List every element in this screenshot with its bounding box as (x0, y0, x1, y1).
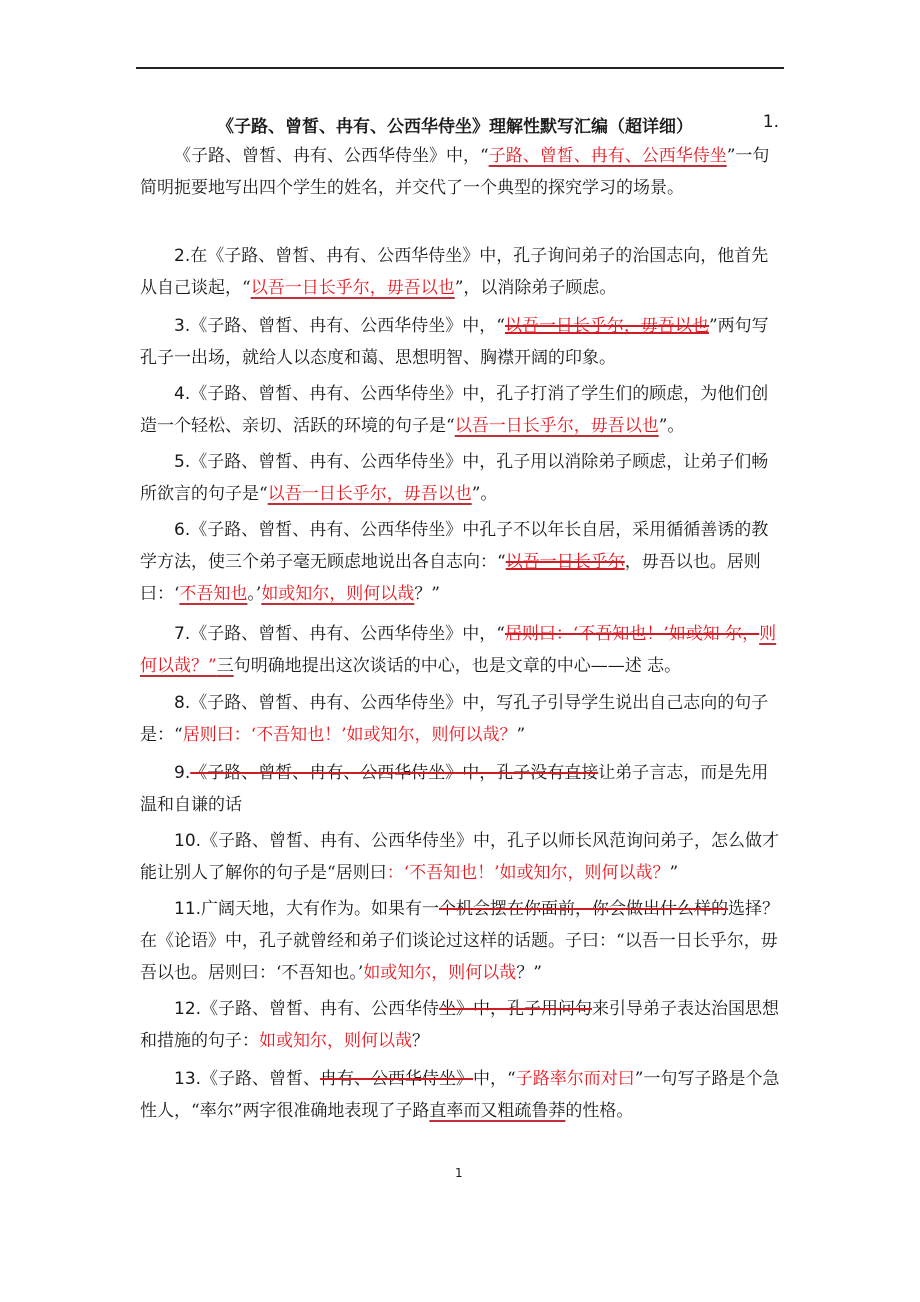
item-4 (140, 378, 785, 442)
body-text: 。’ (247, 584, 262, 604)
body-text: ，毋吾以也。居则曰：‘ (140, 552, 761, 604)
body-text: 中，“ (473, 1069, 516, 1089)
body-text: 《子路、曾皙、冉有、公西华侍坐》中，“ (190, 624, 505, 644)
body-text: 直率而又粗疏鲁莽 (429, 1101, 566, 1121)
body-text: 《子路、曾皙、冉有、公西华侍坐》中，孔子以师长风范询问弟子，怎么做才能让别人了解你的句子是“居则曰 (140, 831, 780, 883)
body-text: ”一句写子路是个急性人，“率尔”两字很准确地表现了子路 (140, 1069, 780, 1121)
body-text: 《子路、曾皙、冉有、公西华侍坐》中，孔子打消了学生们的顾虑，为他们创造一个轻松、亲切、活跃的环境的句子是“ (140, 384, 769, 436)
answer-text: 如或知尔，则何以哉 (363, 963, 517, 983)
body-text: 来引导弟子表达治国思想和措施的句子： (140, 999, 780, 1051)
item-6 (140, 514, 785, 610)
item-number: 4. (174, 384, 191, 404)
answer-text: 以吾一日长乎尔，毋吾以也 (267, 484, 472, 504)
item-number: 6. (174, 520, 191, 540)
header-rule (136, 67, 784, 69)
answer-text: 如或知尔，则何以哉 (261, 584, 415, 604)
body-text: 《子路、曾皙、冉有、公西华侍坐》中孔子不以年长自居，采用循循善诱的教学方法，使三个弟子毫无顾虑地说出各自志向：“ (140, 520, 769, 572)
body-text: ？ (412, 1031, 429, 1051)
answer-text: 以吾一日长乎尔，毋吾以也 (454, 416, 659, 436)
body-text: ”两句写孔子一出场，就给人以态度和蔼、思想明智、胸襟开阔的印象。 (140, 316, 769, 368)
item-12 (140, 993, 785, 1057)
item-2 (140, 240, 785, 304)
item-13 (140, 1063, 785, 1127)
item-1 (140, 140, 785, 204)
body-text: ” (669, 863, 679, 883)
body-text: 让弟子言志，而是先用温和自谦的话 (140, 763, 769, 815)
body-text: 三 (216, 656, 234, 676)
body-text: 广阔天地，大有作为。如果有一 (201, 899, 440, 919)
body-text: 《子路、曾皙、冉有、公西华侍坐》中，“ (174, 146, 489, 166)
item-7 (140, 618, 785, 682)
body-text: ”。 (658, 416, 685, 436)
body-text: ？” (516, 963, 543, 983)
item-number: 2. (174, 246, 191, 266)
answer-text: 子路、曾皙、冉有、公西华侍坐 (488, 146, 727, 166)
answer-text: 以吾一日长乎尔，毋吾以也 (504, 316, 709, 336)
body-text: 《子路、曾皙、 (201, 1069, 321, 1089)
item-10 (140, 825, 785, 889)
title-item-number: 1. (762, 112, 779, 132)
title-text: 《子路、曾皙、冉有、公西华侍坐》理解性默写汇编（超详细） (217, 117, 693, 137)
item-3 (140, 310, 785, 374)
answer-text: 不吾知也 (179, 584, 248, 604)
body-text: 在《子路、曾皙、冉有、公西华侍坐》中，孔子询问弟子的治国志向，他首先从自己谈起，“ (140, 246, 769, 298)
body-text: 的性格。 (565, 1101, 634, 1121)
item-number: 10. (174, 831, 202, 851)
answer-text: 以吾一日长乎尔 (505, 552, 625, 572)
item-number: 9. (174, 763, 191, 783)
body-text: ”。 (471, 484, 498, 504)
answer-text: ：‘不吾知也！’如或知尔，则何以哉？ (386, 863, 670, 883)
item-8 (140, 687, 785, 751)
item-5 (140, 446, 785, 510)
page-number: 1 (455, 1166, 463, 1180)
body-text: 《子路、曾皙、冉有、公西华侍坐》中，孔子用以消除弟子顾虑，让弟子们畅所欲言的句子是“ (140, 452, 769, 504)
item-number: 13. (174, 1069, 202, 1089)
item-9 (140, 757, 785, 821)
answer-text: 以吾一日长乎尔，毋吾以也 (250, 278, 455, 298)
item-11 (140, 893, 785, 989)
answer-text: 如或知尔，则何以哉 (259, 1031, 412, 1051)
body-text: 冉有、公西华侍坐》 (320, 1069, 474, 1089)
answer-text: 居则曰：‘不吾知也！’如或知 尔， (504, 624, 760, 644)
body-text: ”，以消除弟子顾虑。 (454, 278, 617, 298)
body-text: 坐》中，孔子用问句 (439, 999, 593, 1019)
body-text: 《子路、曾皙、冉有、公西华侍坐》中，“ (190, 316, 505, 336)
body-text: 个机会摆在你面前，你会做出什么样的 (439, 899, 729, 919)
item-number: 5. (174, 452, 191, 472)
body-text: ” (516, 725, 526, 745)
body-text: 《子路、曾皙、冉有、公西华侍 (201, 999, 440, 1019)
body-text: ？” (414, 584, 441, 604)
body-text: 句明确地提出这次谈话的中心，也是文章的中心——述 志。 (233, 656, 682, 676)
item-number: 8. (174, 693, 191, 713)
answer-text: 子路率尔而对曰 (515, 1069, 635, 1089)
answer-text: 居则曰：‘不吾知也！’如或知尔，则何以哉？ (182, 725, 517, 745)
answer-text: 则何以哉？” (140, 624, 777, 676)
body-text: 《子路、曾皙、冉有、公西华侍坐》中，写孔子引导学生说出自己志向的句子是：“ (140, 693, 769, 745)
body-text: 选择？在《论语》中，孔子就曾经和弟子们谈论过这样的话题。子曰：“以吾一日长乎尔，毋吾以也。居则曰：‘不吾知也。’ (140, 899, 780, 983)
body-text: 《子路、曾皙、冉有、公西华侍坐》中，孔子没有直接 (190, 763, 599, 783)
document-title (140, 112, 785, 137)
item-number: 3. (174, 316, 191, 336)
item-number: 11. (174, 899, 202, 919)
item-number: 7. (174, 624, 191, 644)
body-text: ”一句简明扼要地写出四个学生的姓名，并交代了一个典型的探究学习的场景。 (140, 146, 770, 198)
item-number: 12. (174, 999, 202, 1019)
